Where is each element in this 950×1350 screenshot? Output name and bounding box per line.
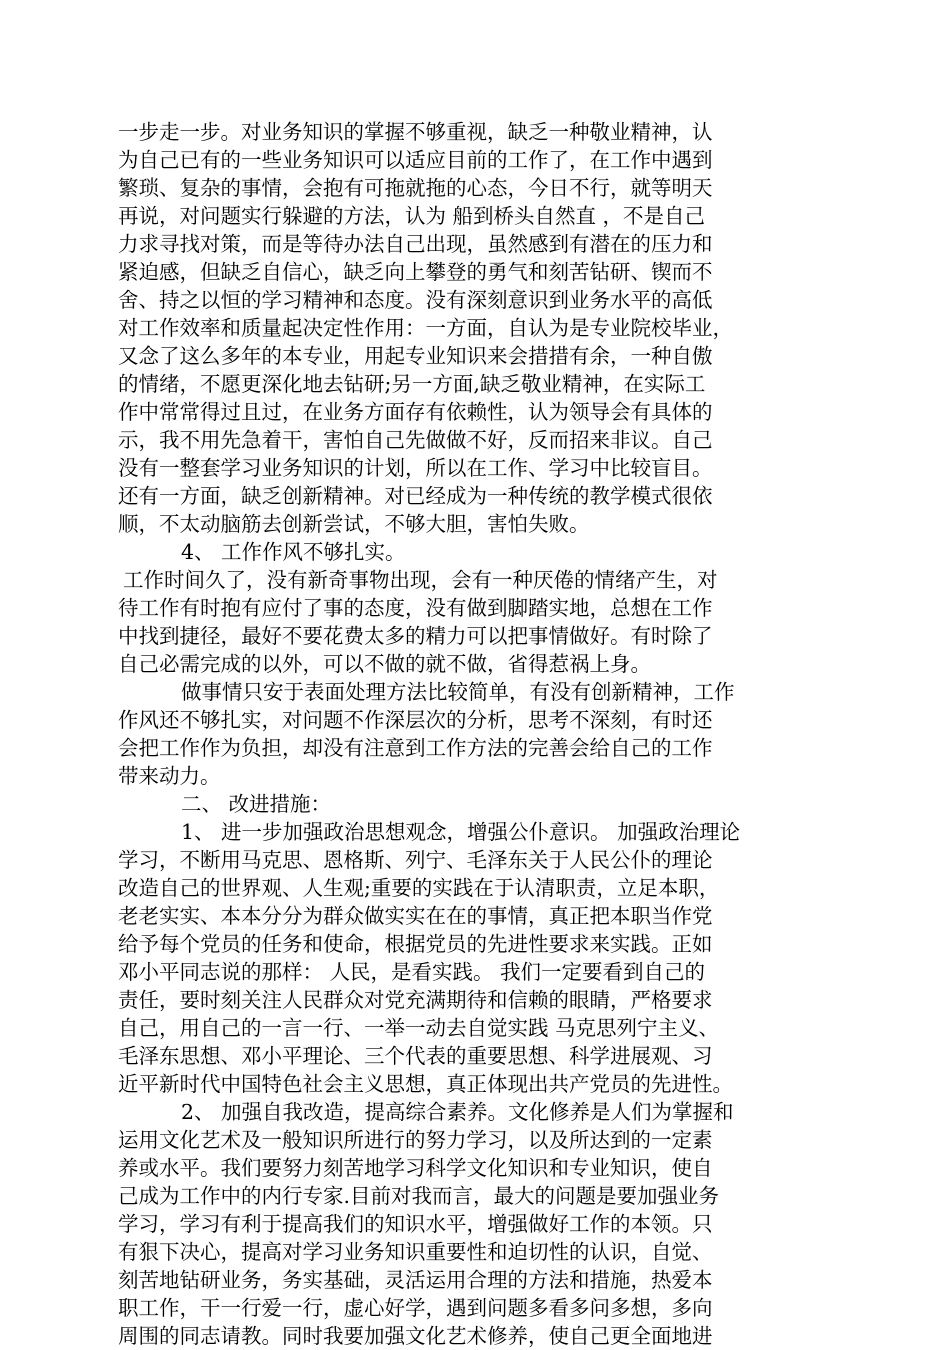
text-line: 养或水平。我们要努力刻苦地学习科学文化知识和专业知识，使自 <box>118 1156 713 1180</box>
text-line: 责任，要时刻关注人民群众对党充满期待和信赖的眼睛，严格要求 <box>118 988 713 1012</box>
text-line: 己成为工作中的内行专家.目前对我而言，最大的问题是要加强业务 <box>118 1184 720 1208</box>
text-line: 有狠下决心，提高对学习业务知识重要性和迫切性的认识，自觉、 <box>118 1240 713 1264</box>
text-line: 学习，学习有利于提高我们的知识水平，增强做好工作的本领。只 <box>118 1212 713 1236</box>
text-line: 毛泽东思想、邓小平理论、三个代表的重要思想、科学进展观、习 <box>118 1044 713 1068</box>
document-page <box>118 118 830 1350</box>
text-line: 邓小平同志说的那样： 人民，是看实践。 我们一定要看到自己的 <box>118 960 706 984</box>
text-line: 再说，对问题实行躲避的方法，认为 船到桥头自然直 ，不是自己 <box>118 204 706 228</box>
text-line: 职工作，干一行爱一行，虚心好学，遇到问题多看多问多想，多向 <box>118 1296 713 1320</box>
text-line: 中找到捷径，最好不要花费太多的精力可以把事情做好。有时除了 <box>118 624 713 648</box>
text-line: 带来动力。 <box>118 764 221 788</box>
text-line: 还有一方面，缺乏创新精神。对已经成为一种传统的教学模式很依 <box>118 484 713 508</box>
text-line: 自己，用自己的一言一行、一举一动去自觉实践 马克思列宁主义、 <box>118 1016 720 1040</box>
text-line: 示，我不用先急着干，害怕自己先做做不好，反而招来非议。自己 <box>118 428 713 452</box>
text-line: 近平新时代中国特色社会主义思想，真正体现出共产党员的先进性。 <box>118 1072 733 1096</box>
text-line: 老老实实、本本分分为群众做实实在在的事情，真正把本职当作党 <box>118 904 713 928</box>
section-heading: 4、 工作作风不够扎实。 <box>181 540 406 564</box>
text-line: 力求寻找对策，而是等待办法自己出现，虽然感到有潜在的压力和 <box>118 232 713 256</box>
text-line: 刻苦地钻研业务，务实基础，灵活运用合理的方法和措施，热爱本 <box>118 1268 713 1292</box>
text-line: 舍、持之以恒的学习精神和态度。没有深刻意识到业务水平的高低 <box>118 288 713 312</box>
text-line: 改造自己的世界观、人生观;重要的实践在于认清职责，立足本职， <box>118 876 720 900</box>
text-line: 的情绪，不愿更深化地去钻研;另一方面,缺乏敬业精神，在实际工 <box>118 372 706 396</box>
text-line: 1、 进一步加强政治思想观念，增强公仆意识。 加强政治理论 <box>181 820 741 844</box>
text-line: 作风还不够扎实，对问题不作深层次的分析，思考不深刻，有时还 <box>118 708 713 732</box>
text-line: 紧迫感，但缺乏自信心，缺乏向上攀登的勇气和刻苦钻研、锲而不 <box>118 260 713 284</box>
text-line: 工作时间久了，没有新奇事物出现，会有一种厌倦的情绪产生，对 <box>123 568 718 592</box>
text-line: 没有一整套学习业务知识的计划，所以在工作、学习中比较盲目。 <box>118 456 713 480</box>
text-line: 待工作有时抱有应付了事的态度，没有做到脚踏实地，总想在工作 <box>118 596 713 620</box>
text-line: 会把工作作为负担，却没有注意到工作方法的完善会给自己的工作 <box>118 736 713 760</box>
text-line: 自己必需完成的以外，可以不做的就不做，省得惹祸上身。 <box>118 652 651 676</box>
text-line: 运用文化艺术及一般知识所进行的努力学习，以及所达到的一定素 <box>118 1128 713 1152</box>
text-line: 2、 加强自我改造，提高综合素养。文化修养是人们为掌握和 <box>181 1100 734 1124</box>
text-line: 一步走一步。对业务知识的掌握不够重视，缺乏一种敬业精神，认 <box>118 120 713 144</box>
text-line: 学习，不断用马克思、恩格斯、列宁、毛泽东关于人民公仆的理论 <box>118 848 713 872</box>
text-line: 对工作效率和质量起决定性作用：一方面，自认为是专业院校毕业， <box>118 316 733 340</box>
text-line: 周围的同志请教。同时我要加强文化艺术修养，使自己更全面地进 <box>118 1324 713 1348</box>
text-line: 为自己已有的一些业务知识可以适应目前的工作了，在工作中遇到 <box>118 148 713 172</box>
text-line: 做事情只安于表面处理方法比较简单，有没有创新精神，工作 <box>181 680 735 704</box>
text-line: 顺，不太动脑筋去创新尝试，不够大胆，害怕失败。 <box>118 512 590 536</box>
text-line: 又念了这么多年的本专业，用起专业知识来会措措有余，一种自傲 <box>118 344 713 368</box>
text-line: 作中常常得过且过，在业务方面存有依赖性，认为领导会有具体的 <box>118 400 713 424</box>
section-heading: 二、 改进措施： <box>181 792 332 816</box>
text-line: 繁琐、复杂的事情，会抱有可拖就拖的心态，今日不行，就等明天 <box>118 176 713 200</box>
text-line: 给予每个党员的任务和使命，根据党员的先进性要求来实践。正如 <box>118 932 713 956</box>
